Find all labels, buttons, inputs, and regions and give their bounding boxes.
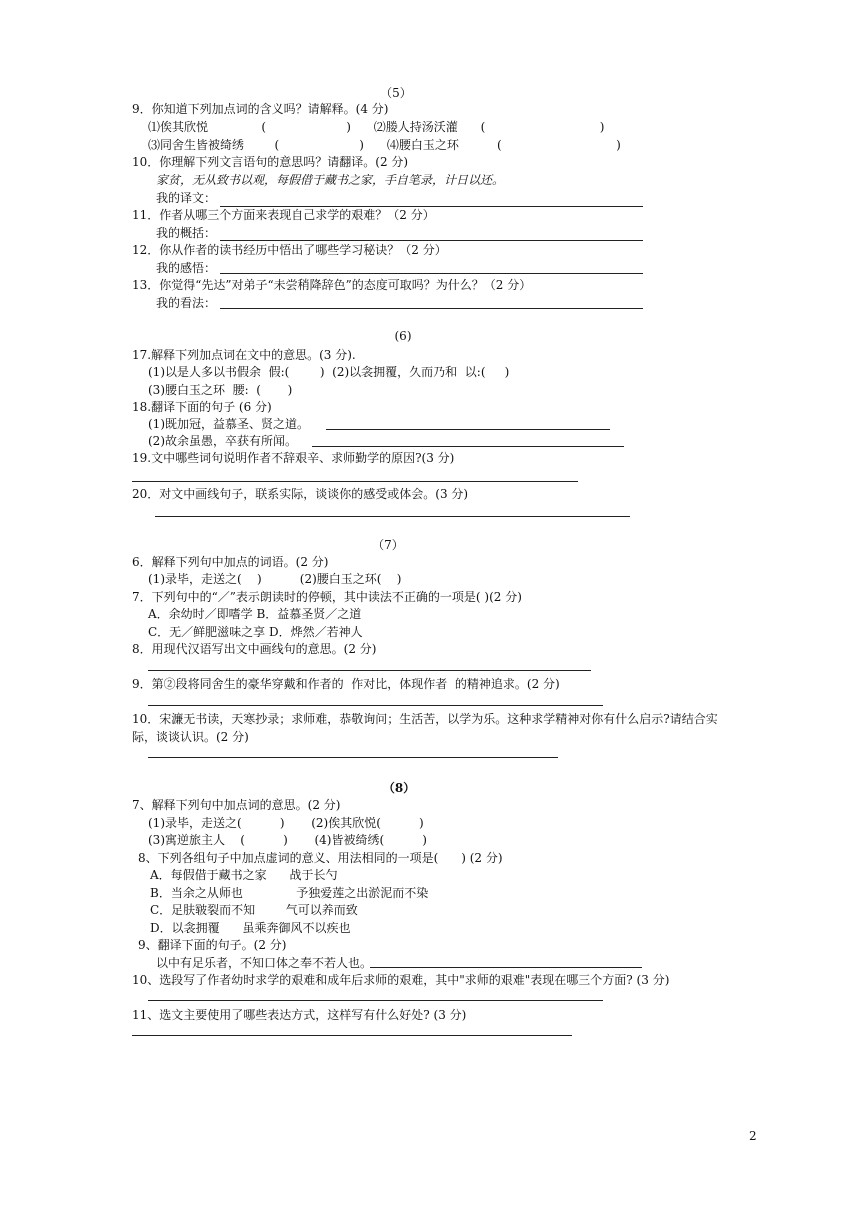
question-9-items-3-4: ⑶同舍生皆被绮绣 ( ) ⑷腰白玉之环 ( ) [148,138,621,152]
question-20: 20．对文中画线句子，联系实际，谈谈你的感受或体会。(3 分) [132,487,469,501]
answer-line[interactable] [370,967,642,968]
answer-prompt-translation: 我的译文： [156,191,217,205]
answer-line[interactable] [132,1035,572,1036]
question-18-item-2: (2)故余虽愚，卒获有所闻。 [148,434,297,448]
question-10-s8: 10、选段写了作者幼时求学的艰难和成年后求师的艰难，其中"求师的艰难"表现在哪三个方面? (3 分) [132,973,670,987]
question-7-s8: 7、解释下列句中加点词的意思。(2 分) [132,798,341,812]
answer-line[interactable] [148,1000,603,1001]
answer-prompt-insight: 我的感悟： [156,261,217,275]
question-11: 11．作者从哪三个方面来表现自己求学的艰难？（2 分） [132,208,435,222]
section-label-7: （7） [372,538,404,552]
answer-line[interactable] [155,516,630,517]
question-10-b: 际，谈谈认识。(2 分) [132,730,249,744]
question-9-items-1-2: ⑴俟其欣悦 ( ) ⑵媵人持汤沃灌 ( ) [148,120,605,134]
question-7-options-a-b: A．余幼时／即嗜学 B．益慕圣贤／之道 [148,607,362,621]
question-17: 17.解释下列加点词在文中的意思。(3 分). [132,348,356,362]
question-9-fill: 9．第②段将同舍生的豪华穿戴和作者的 作对比，体现作者 的精神追求。(2 分) [132,677,560,691]
question-9: 9．你知道下列加点词的含义吗？请解释。(4 分) [132,102,389,116]
question-8-option-c: C．足肤皲裂而不知 气可以养而致 [150,903,358,917]
answer-line[interactable] [148,757,558,758]
question-10: 10．你理解下列文言语句的意思吗？请翻译。(2 分) [132,155,409,169]
answer-line[interactable] [220,240,643,241]
question-18-item-1: (1)既加冠，益慕圣、贤之道。 [148,417,309,431]
question-7: 7．下列句中的“／”表示朗读时的停顿，其中读法不正确的一项是( )(2 分) [132,590,522,604]
question-8-option-a: A．每假借于藏书之家 战于长勺 [150,868,338,882]
answer-line[interactable] [148,670,591,671]
question-8-option-b: B．当余之从师也 予独爱莲之出淤泥而不染 [150,886,429,900]
question-13: 13．你觉得“先达”对弟子“未尝稍降辞色”的态度可取吗？为什么？（2 分） [132,278,532,292]
question-17-item-3: (3)腰白玉之环 腰: ( ) [148,383,293,397]
question-12: 12．你从作者的读书经历中悟出了哪些学习秘诀？（2 分） [132,243,447,257]
section-label-8: （8） [382,781,416,795]
answer-line[interactable] [132,481,578,482]
question-9-s8-sentence: 以中有足乐者，不知口体之奉不若人也。 [156,956,373,970]
question-8: 8．用现代汉语写出文中画线句的意思。(2 分) [132,642,377,656]
section-label-5: （5） [380,86,412,100]
section-label-6: (6) [394,329,412,343]
page-number: 2 [749,1129,757,1143]
question-19: 19.文中哪些词句说明作者不辞艰辛、求师勤学的原因?(3 分) [132,451,455,465]
answer-line[interactable] [220,273,643,274]
question-9-s8: 9、翻译下面的句子。(2 分) [138,938,287,952]
question-18: 18.翻译下面的句子 (6 分) [132,400,272,414]
answer-line[interactable] [326,429,610,430]
question-11-s8: 11、选文主要使用了哪些表达方式，这样写有什么好处? (3 分) [132,1008,467,1022]
question-10-a: 10．宋濂无书读，天寒抄录；求师难，恭敬询问；生活苦，以学为乐。这种求学精神对你有什么启示?请结合实 [132,712,718,726]
question-7-s8-items-1-2: (1)录毕，走送之( ) (2)俟其欣悦( ) [148,816,424,830]
question-7-options-c-d: C．无／鲜肥滋味之享 D．烨然／若神人 [148,625,363,639]
question-7-s8-items-3-4: (3)寓逆旅主人 ( ) (4)皆被绮绣( ) [148,833,427,847]
answer-line[interactable] [148,705,603,706]
question-6: 6．解释下列句中加点的词语。(2 分) [132,555,329,569]
question-17-items-1-2: (1)以是人多以书假余 假:( ) (2)以衾拥覆，久而乃和 以:( ) [148,365,510,379]
question-8-s8: 8、下列各组句子中加点虚词的意义、用法相同的一项是( ) (2 分) [138,851,503,865]
answer-prompt-opinion: 我的看法： [156,296,217,310]
answer-line[interactable] [312,446,624,447]
answer-line[interactable] [220,308,643,309]
question-8-option-d: D．以衾拥覆 虽乘奔御风不以疾也 [150,921,351,935]
question-10-passage: 家贫，无从致书以观，每假借于藏书之家，手自笔录，计日以还。 [156,173,505,187]
answer-prompt-summary: 我的概括： [156,226,217,240]
question-6-items: (1)录毕，走送之( ) (2)腰白玉之环( ) [148,572,402,586]
